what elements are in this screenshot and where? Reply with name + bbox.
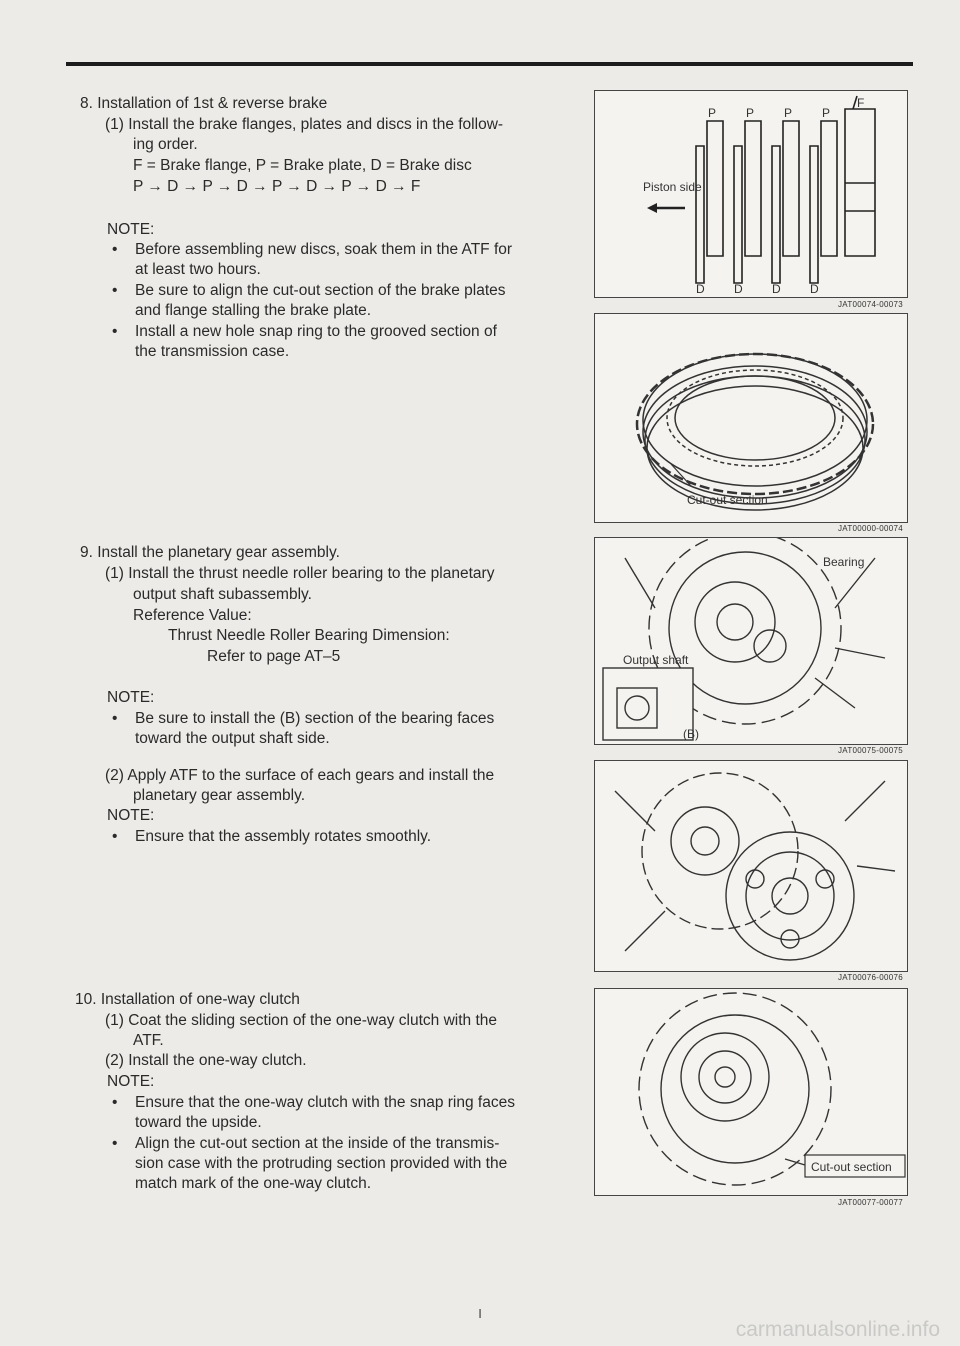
s8-bullet1-line1: • Before assembling new discs, soak them in the ATF for [135,240,512,259]
label-p4: P [822,106,831,120]
brake-disc-2 [734,146,742,283]
s10-step1-line2: ATF. [133,1032,164,1049]
figure-bearing [594,537,908,745]
s9-note1-label: NOTE: [107,689,155,706]
label-p3: P [784,106,793,120]
brake-plate-1 [707,121,723,256]
label-d2: D [734,282,743,296]
brake-disc-1 [696,146,704,283]
brake-stack-diagram [595,91,907,297]
top-rule [66,62,913,66]
watermark: carmanualsonline.info [735,1318,940,1341]
s10-bullet2-line2: sion case with the protruding section provided with the [135,1155,508,1172]
s10-bullet1-line1: • Ensure that the one-way clutch with the snap ring faces [135,1093,515,1112]
s10-heading: 10. Installation of one-way clutch [75,991,300,1008]
cutout-label: Cut-out section [687,493,768,507]
bearing-illustration [595,538,907,744]
s8-order: P → D → P → D → P → D → P → D → F [133,178,421,195]
s8-note-label: NOTE: [107,221,155,238]
s9-bullet1-line2: toward the output shaft side. [135,730,330,747]
piston-side-label: Piston side [643,180,702,194]
s9-step1-line1: (1) Install the thrust needle roller bearing to the planetary [105,565,495,582]
brake-disc-4 [810,146,818,283]
s8-step1-line1: (1) Install the brake flanges, plates and discs in the follow- [105,116,504,133]
s10-bullet1-line2: toward the upside. [135,1114,262,1131]
s9-bullet1-line1: • Be sure to install the (B) section of the bearing faces [135,709,494,728]
s8-legend: F = Brake flange, P = Brake plate, D = Brake disc [133,157,472,174]
s8-bullet2-line2: and flange stalling the brake plate. [135,302,372,319]
page-mark: I [478,1306,482,1321]
fig3-id: JAT00075-00075 [838,746,903,755]
brake-plate-2 [745,121,761,256]
one-way-clutch-illustration [595,989,907,1195]
s8-bullet2-line1: • Be sure to align the cut-out section of the brake plates [135,281,506,300]
s8-heading: 8. Installation of 1st & reverse brake [80,95,328,112]
s9-step1-line2: output shaft subassembly. [133,586,312,603]
brake-disc-3 [772,146,780,283]
arrow-left-icon [647,203,685,213]
label-d1: D [696,282,705,296]
brake-plate-3 [783,121,799,256]
s9-reference-label: Reference Value: [133,607,252,624]
s10-bullet2-line3: match mark of the one-way clutch. [135,1175,372,1192]
s10-note-label: NOTE: [107,1073,155,1090]
fig5-id: JAT00077-00077 [838,1198,903,1207]
bearing-label: Bearing [823,555,865,569]
fig4-id: JAT00076-00076 [838,973,903,982]
figure-brake-stack [594,90,908,298]
section-b-label: (B) [683,727,699,741]
label-d3: D [772,282,781,296]
brake-plate-4 [821,121,837,256]
fig2-id: JAT00000-00074 [838,524,903,533]
label-f: F [857,96,865,110]
figure-one-way-clutch [594,988,908,1196]
s9-step2-line1: (2) Apply ATF to the surface of each gears and install the [105,767,495,784]
s9-note2-label: NOTE: [107,807,155,824]
clutch-cutout-label: Cut-out section [811,1160,892,1174]
s8-bullet3-line1: • Install a new hole snap ring to the grooved section of [135,322,497,341]
label-d4: D [810,282,819,296]
s9-bullet2: • Ensure that the assembly rotates smoothly. [135,827,431,846]
s8-bullet3-line2: the transmission case. [135,343,290,360]
s8-step1-line2: ing order. [133,136,198,153]
s9-heading: 9. Install the planetary gear assembly. [80,544,340,561]
planetary-gear-illustration [595,761,907,971]
s8-bullet1-line2: at least two hours. [135,261,261,278]
output-shaft-label: Output shaft [623,653,689,667]
figure-planetary-gear [594,760,908,972]
s9-reference-page: Refer to page AT–5 [207,648,341,665]
label-p2: P [746,106,755,120]
s9-reference-item: Thrust Needle Roller Bearing Dimension: [168,627,450,644]
s9-step2-line2: planetary gear assembly. [133,787,306,804]
s10-bullet2-line1: • Align the cut-out section at the inside of the transmis- [135,1134,499,1153]
label-p1: P [708,106,717,120]
figure-disc-pack [594,313,908,523]
s10-step2: (2) Install the one-way clutch. [105,1052,307,1069]
fig1-id: JAT00074-00073 [838,300,903,309]
s10-step1-line1: (1) Coat the sliding section of the one-way clutch with the [105,1012,498,1029]
disc-pack-illustration [595,314,907,522]
